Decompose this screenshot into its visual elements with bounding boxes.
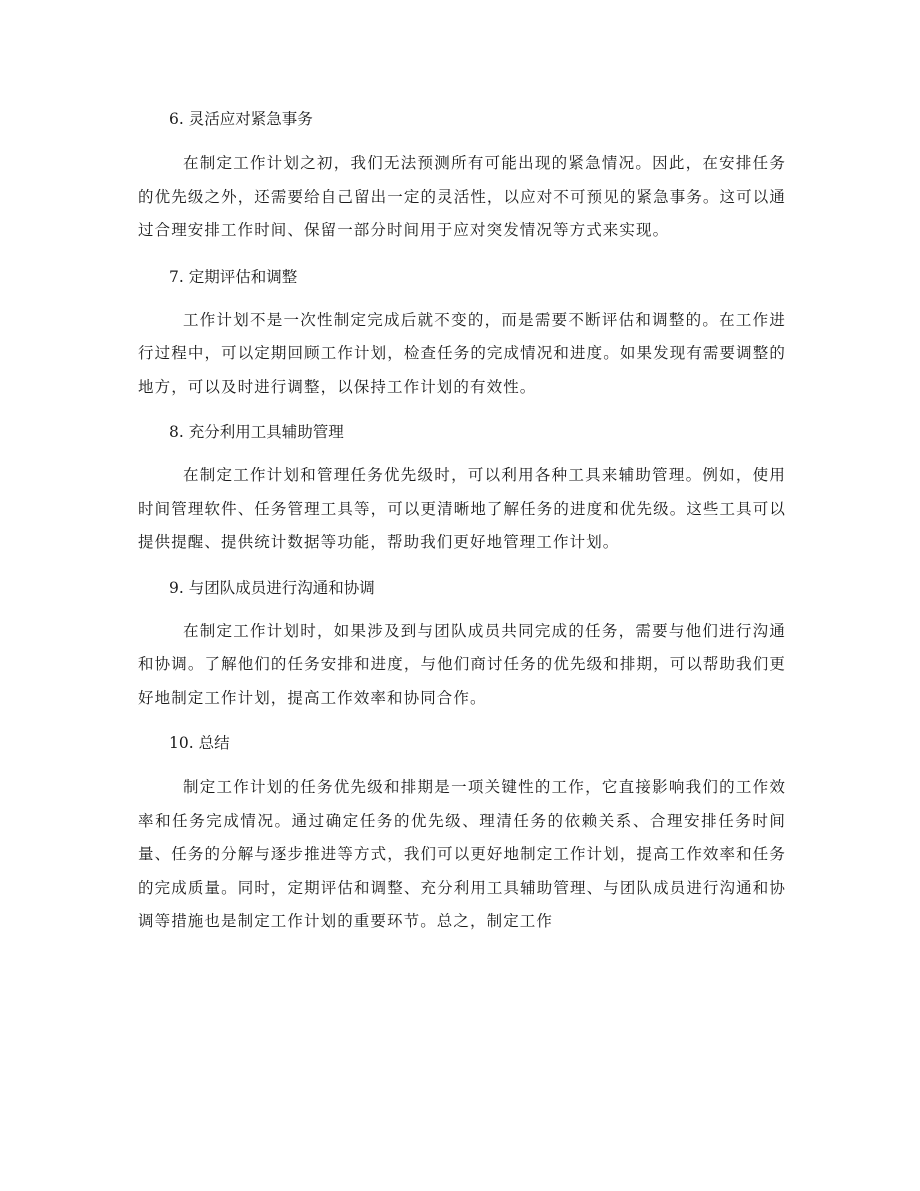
section-heading-8: 8. 充分利用工具辅助管理 (169, 423, 344, 441)
section-heading-7: 7. 定期评估和调整 (169, 267, 298, 286)
section-paragraph-7: 工作计划不是一次性制定完成后就不变的，而是需要不断评估和调整的。在工作进行过程中，可以定期回顾工作计划，检查任务的完成情况和进度。如果发现有需要调整的地方，可以及时进行调整，以保持工作计划的有效性。 (138, 310, 786, 396)
section-heading-10: 10. 总结 (169, 734, 230, 752)
section-paragraph-10: 制定工作计划的任务优先级和排期是一项关键性的工作，它直接影响我们的工作效率和任务完成情况。通过确定任务的优先级、理清任务的依赖关系、合理安排任务时间量、任务的分解与逐步推进等方式，我们可以更好地制定工作计划，提高工作效率和任务的完成质量。同时，定期评估和调整、充分利用工具辅助管理、与团队成员进行沟通和协调等措施也是制定工作计划的重要环节。总之，制定工作 (138, 778, 786, 930)
document-body (138, 103, 786, 939)
section-paragraph-6: 在制定工作计划之初，我们无法预测所有可能出现的紧急情况。因此，在安排任务的优先级之外，还需要给自己留出一定的灵活性，以应对不可预见的紧急事务。这可以通过合理安排工作时间、保留一部分时间用于应对突发情况等方式来实现。 (138, 154, 786, 239)
section-paragraph-9: 在制定工作计划时，如果涉及到与团队成员共同完成的任务，需要与他们进行沟通和协调。了解他们的任务安排和进度，与他们商讨任务的优先级和排期，可以帮助我们更好地制定工作计划，提高工作效率和协同合作。 (138, 621, 786, 707)
section-heading-6: 6. 灵活应对紧急事务 (169, 110, 313, 128)
section-paragraph-8: 在制定工作计划和管理任务优先级时，可以利用各种工具来辅助管理。例如，使用时间管理软件、任务管理工具等，可以更清晰地了解任务的进度和优先级。这些工具可以提供提醒、提供统计数据等功能，帮助我们更好地管理工作计划。 (138, 466, 786, 551)
section-heading-9: 9. 与团队成员进行沟通和协调 (169, 578, 375, 597)
